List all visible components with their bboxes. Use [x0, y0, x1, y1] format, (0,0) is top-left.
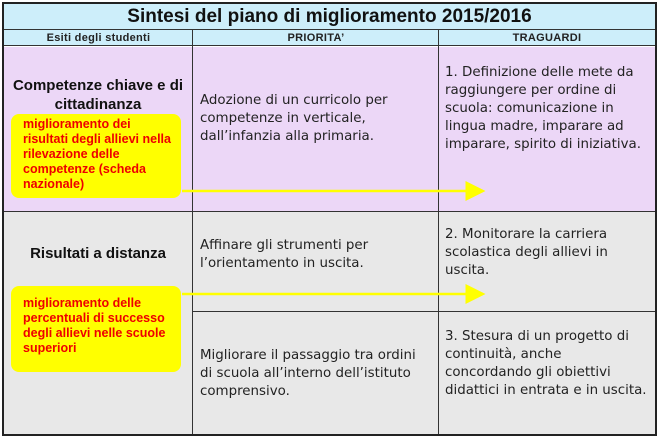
priorita-passaggio: Migliorare il passaggio tra ordini di scuola all’interno dell’istituto comprensivo.	[200, 348, 416, 399]
header-traguardi: TRAGUARDI	[439, 30, 655, 46]
note-competenze: miglioramento dei risultati degli allievi nella rilevazione delle competenze (scheda nazionale)	[11, 114, 181, 198]
esito-competenze: Competenze chiave e di cittadinanza	[12, 77, 184, 113]
note-risultati: miglioramento delle percentuali di successo degli allievi nelle scuole superiori	[11, 286, 181, 372]
page-title: Sintesi del piano di miglioramento 2015/2016	[4, 4, 655, 30]
priorita-orientamento: Affinare gli strumenti per l’orientamento in uscita.	[200, 238, 369, 271]
traguardo-1: 1. Definizione delle mete da raggiungere per ordine di scuola: comunicazione in lingua madre, imparare ad imparare, spirito di iniziativa.	[445, 65, 641, 152]
traguardo-3: 3. Stesura di un progetto di continuità, anche concordando gli obiettivi didattici in entrata e in uscita.	[445, 329, 647, 398]
traguardo-2: 2. Monitorare la carriera scolastica degli allievi in uscita.	[445, 227, 608, 278]
esito-risultati-distanza: Risultati a distanza	[30, 245, 166, 262]
header-priorita: PRIORITA’	[193, 30, 439, 46]
priorita-curricolo: Adozione di un curricolo per competenze in verticale, dall’infanzia alla primaria.	[200, 93, 388, 144]
header-esiti: Esiti degli studenti	[4, 30, 193, 46]
